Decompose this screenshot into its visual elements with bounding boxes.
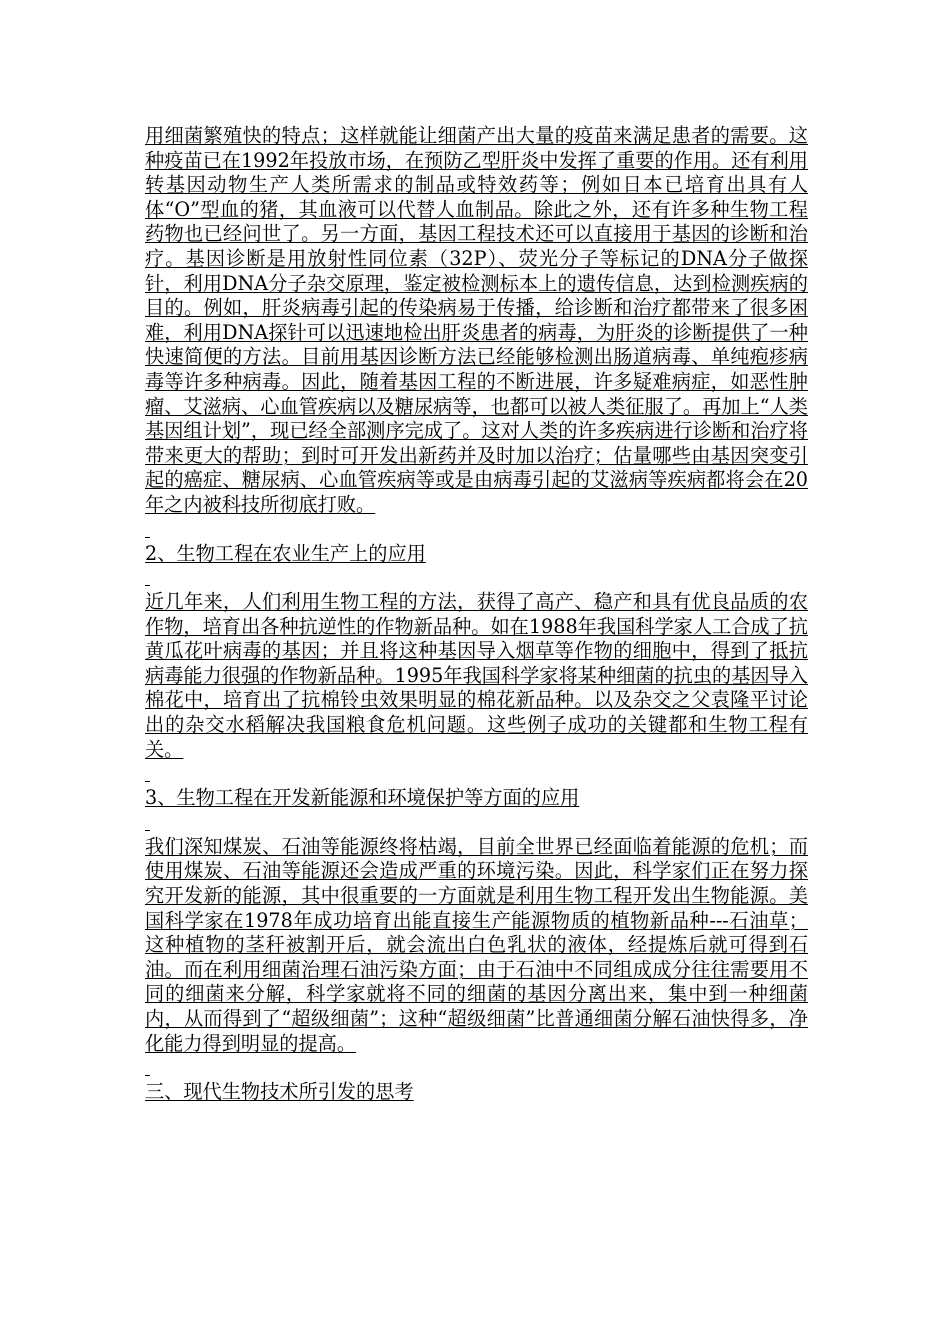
paragraph-energy: 我们深知煤炭、石油等能源终将枯竭，目前全世界已经面临着能源的危机；而使用煤炭、石油等能源还会造成严重的环境污染。因此，科学家们正在努力探究开发新的能源，其中很重要的一方面就是利用生物工程开发出生物能源。美国科学家在1978年成功培育出能直接生产能源物质的植物新品种---石油草；这种植物的茎秆被割开后，就会流出白色乳状的液体，经提炼后就可得到石油。而在利用细菌治理石油污染方面；由于石油中不同组成成分往往需要用不同的细菌来分解，科学家就将不同的细菌的基因分离出来，集中到一种细菌内，从而得到了“超级细菌”；这种“超级细菌”比普通细菌分解石油快得多，净化能力得到明显的提高。 xyxy=(145,834,808,1055)
paragraph-mark xyxy=(145,518,808,542)
paragraph-mark xyxy=(145,1056,808,1080)
section-heading-energy: 3、生物工程在开发新能源和环境保护等方面的应用 xyxy=(145,786,580,810)
section-heading-agriculture: 2、生物工程在农业生产上的应用 xyxy=(145,541,426,565)
paragraph-mark xyxy=(145,762,808,786)
document-body xyxy=(145,124,808,1105)
paragraph-mark xyxy=(145,811,808,835)
section-heading-reflection: 三、现代生物技术所引发的思考 xyxy=(145,1080,414,1104)
paragraph-agriculture: 近几年来，人们利用生物工程的方法，获得了高产、稳产和具有优良品质的农作物，培育出各种抗逆性的作物新品种。如在1988年我国科学家人工合成了抗黄瓜花叶病毒的基因；并且将这种基因导入烟草等作物的细胞中，得到了抵抗病毒能力很强的作物新品种。1995年我国科学家将某种细菌的抗虫的基因导入棉花中，培育出了抗棉铃虫效果明显的棉花新品种。以及杂交之父袁隆平讨论出的杂交水稻解决我国粮食危机问题。这些例子成功的关键都和生物工程有关。 xyxy=(145,590,808,761)
paragraph-medicine-applications: 用细菌繁殖快的特点；这样就能让细菌产出大量的疫苗来满足患者的需要。这种疫苗已在1992年投放市场，在预防乙型肝炎中发挥了重要的作用。还有利用转基因动物生产人类所需求的制品或特效药等；例如日本已培育出具有人体“O”型血的猪，其血液可以代替人血制品。除此之外，还有许多种生物工程药物也已经问世了。另一方面，基因工程技术还可以直接用于基因的诊断和治疗。基因诊断是用放射性同位素（32P）、荧光分子等标记的DNA分子做探针，利用DNA分子杂交原理，鉴定被检测标本上的遗传信息，达到检测疾病的目的。例如，肝炎病毒引起的传染病易于传播，给诊断和治疗都带来了很多困难，利用DNA探针可以迅速地检出肝炎患者的病毒，为肝炎的诊断提供了一种快速简便的方法。目前用基因诊断方法已经能够检测出肠道病毒、单纯疱疹病毒等许多种病毒。因此，随着基因工程的不断进展，许多疑难病症，如恶性肿瘤、艾滋病、心血管疾病以及糖尿病等，也都可以被人类征服了。再加上“人类基因组计划”，现已经全部测序完成了。这对人类的许多疾病进行诊断和治疗将带来更大的帮助；到时可开发出新药并及时加以治疗；估量哪些由基因突变引起的癌症、糖尿病、心血管疾病等或是由病毒引起的艾滋病等疾病都将会在20年之内被科技所彻底打败。 xyxy=(145,124,808,516)
paragraph-mark xyxy=(145,566,808,590)
